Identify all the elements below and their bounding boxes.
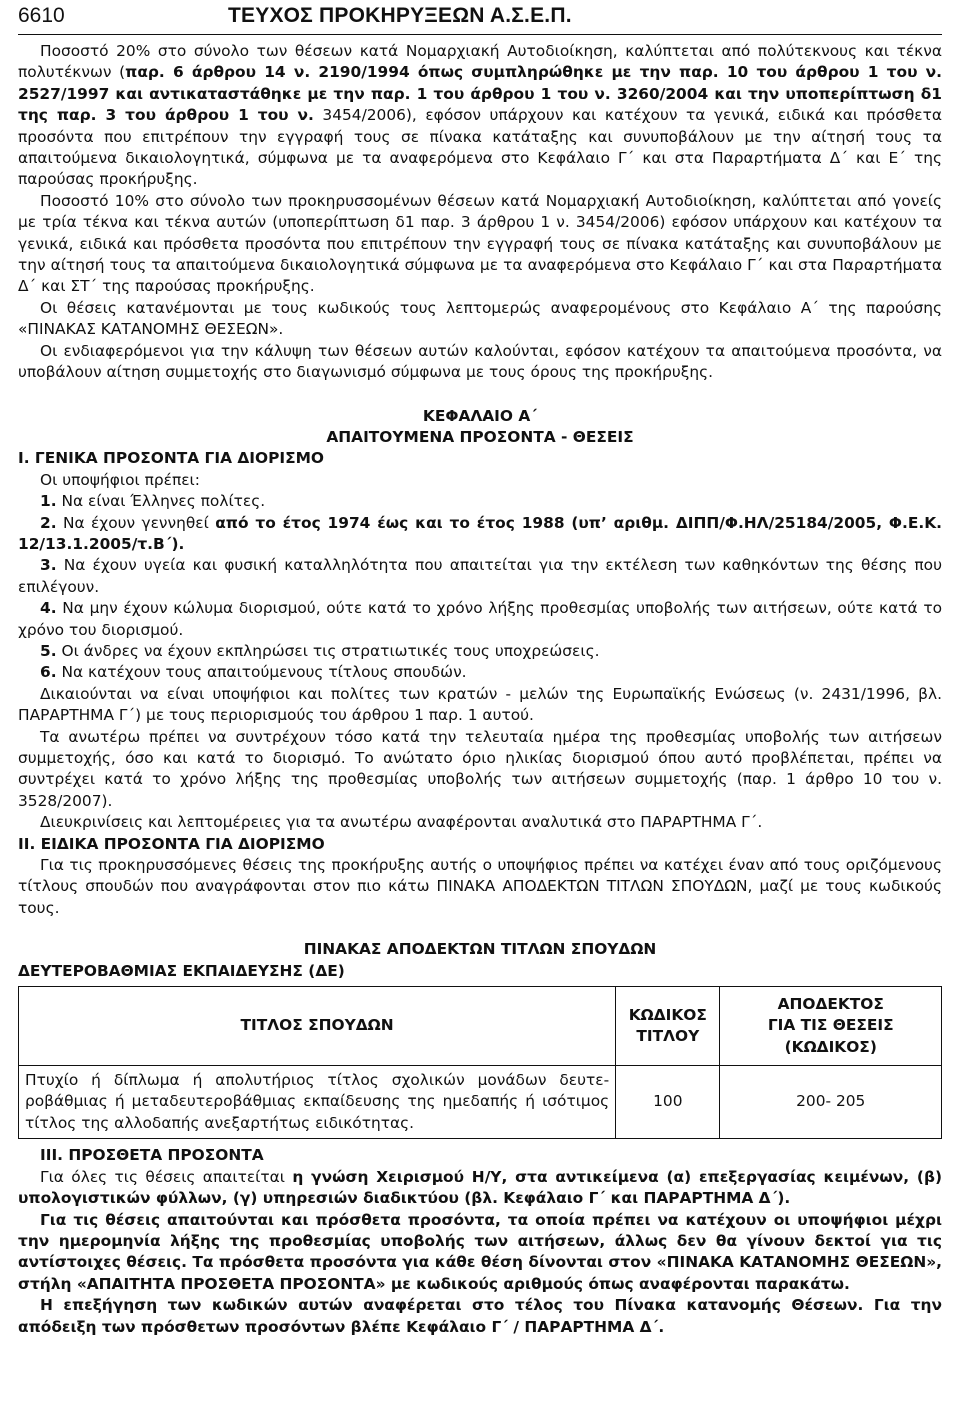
item-bold-text: από το έτος 1974 έως και το έτος 1988 (υπ’ αριθμ. ΔΙΠΠ/Φ.ΗΛ/25184/2005, Φ.Ε.Κ. 12/13.1.2005/τ.Β΄).	[18, 513, 942, 553]
table-header-row	[19, 987, 942, 1066]
item-number: 6.	[40, 663, 57, 682]
item-text: Να κατέχουν τους απαιτούμενους τίτλους σπουδών.	[56, 663, 467, 682]
requirement-item	[18, 598, 942, 641]
cell-accepted-positions: 200- 205	[720, 1066, 942, 1139]
page-number: 6610	[18, 4, 65, 27]
intro-paragraph-invitation: Οι ενδιαφερόμενοι για την κάλυψη των θέσεων αυτών καλούνται, εφόσον κατέχουν τα απαιτούμενα προσόντα, να υποβάλουν αίτηση συμμετοχής στο διαγωνισμό σύμφωνα με τους όρους της προκήρυξης.	[18, 341, 942, 382]
table-title: ΠΙΝΑΚΑΣ ΑΠΟΔΕΚΤΩΝ ΤΙΤΛΩΝ ΣΠΟΥΔΩΝ	[303, 940, 657, 959]
spacer	[18, 919, 942, 939]
table-subtitle: ΔΕΥΤΕΡΟΒΑΘΜΙΑΣ ΕΚΠΑΙΔΕΥΣΗΣ (ΔΕ)	[18, 961, 345, 980]
section3-p1-text: Για όλες τις θέσεις απαιτείται	[40, 1167, 293, 1186]
table-row	[19, 1066, 942, 1139]
column-header-title: ΤΙΤΛΟΣ ΣΠΟΥΔΩΝ	[19, 987, 616, 1066]
eu-citizens-paragraph: Δικαιούνται να είναι υποψήφιοι και πολίτες των κρατών - μελών της Ευρωπαϊκής Ενώσεως (ν. 2431/1996, βλ. ΠΑΡΑΡΤΗΜΑ Γ΄) με τους περιορισμούς του άρθρου 1 παρ. 1 αυτού.	[18, 684, 942, 725]
column-header-code: ΚΩΔΙΚΟΣ ΤΙΤΛΟΥ	[616, 987, 720, 1066]
cell-degree-title: Πτυχίο ή δίπλωμα ή απολυτήριος τίτλος σχολικών μονάδων δευτεροβάθμιας ή μεταδευτεροβάθμιας εκπαίδευσης της ημεδαπής ή ισότιμος τίτλος της αλλοδαπής ανεξαρτήτως ειδικότητας.	[19, 1066, 616, 1139]
item-text: Να έχουν γεννηθεί	[56, 513, 216, 532]
item-number: 2.	[40, 513, 57, 532]
cell-degree-code: 100	[616, 1066, 720, 1139]
column-header-positions: ΑΠΟΔΕΚΤΟΣ ΓΙΑ ΤΙΣ ΘΕΣΕΙΣ (ΚΩΔΙΚΟΣ)	[720, 987, 942, 1066]
item-number: 5.	[40, 641, 57, 660]
chapter-subtitle: ΑΠΑΙΤΟΥΜΕΝΑ ΠΡΟΣΟΝΤΑ - ΘΕΣΕΙΣ	[326, 427, 634, 446]
section3-heading: ΙΙΙ. ΠΡΟΣΘΕΤΑ ΠΡΟΣΟΝΤΑ	[40, 1146, 264, 1165]
intro-p1-legal-ref: παρ. 6 άρθρου 14 ν. 2190/1994 όπως συμπληρώθηκε με την παρ. 10 του άρθρου 1 του ν. 2527/1997 και αντικαταστάθηκε με την παρ. 1 του άρθρου 1 του ν. 3260/2004 και την υποπερίπτωση δ1 της παρ. 3 του άρθρου 1 του ν.	[18, 63, 942, 125]
item-text: Να έχουν υγεία και φυσική καταλληλότητα που απαιτείται για την εκτέλεση των καθηκόντων της θέσης που επιλέγουν.	[18, 556, 942, 596]
section3-codes-explanation: Η επεξήγηση των κωδικών αυτών αναφέρεται στο τέλος του Πίνακα κατανομής Θέσεων. Για την απόδειξη των πρόσθετων προσόντων βλέπε Κεφάλαιο Γ΄ / ΠΑΡΑΡΤΗΜΑ Δ΄.	[18, 1296, 942, 1336]
requirement-item	[18, 513, 942, 556]
header-rule	[18, 34, 942, 35]
section2-text: Για τις προκηρυσσόμενες θέσεις της προκήρυξης αυτής ο υποψήφιος πρέπει να κατέχει έναν από τους οριζόμενους τίτλους σπουδών που αναγράφονται στον πιο κάτω ΠΙΝΑΚΑ ΑΠΟΔΕΚΤΩΝ ΤΙΤΛΩΝ ΣΠΟΥΔΩΝ, μαζί με τους κωδικούς τους.	[18, 856, 942, 917]
requirement-item	[18, 491, 942, 512]
item-text: Να μην έχουν κώλυμα διορισμού, ούτε κατά το χρόνο λήξης προθεσμίας υποβολής των αιτήσεων, ούτε κατά το χρόνο του διορισμού.	[18, 599, 942, 639]
degrees-table	[18, 986, 942, 1139]
section3-computer-skills	[18, 1167, 942, 1210]
section1-lead: Οι υποψήφιοι πρέπει:	[40, 470, 200, 489]
item-number: 1.	[40, 492, 57, 511]
journal-title: ΤΕΥΧΟΣ ΠΡΟΚΗΡΥΞΕΩΝ Α.Σ.Ε.Π.	[228, 4, 572, 27]
section3-additional-qualifications: Για τις θέσεις απαιτούνται και πρόσθετα προσόντα, τα οποία πρέπει να κατέχουν οι υποψήφιοι μέχρι την ημερομηνία λήξης της προθεσμίας υποβολής των αιτήσεων, άλλως δεν θα γίνουν δεκτοί για τις αντίστοιχες θέσεις. Τα πρόσθετα προσόντα για κάθε θέση δίνονται στον «ΠΙΝΑΚΑ ΚΑΤΑΝΟΜΗΣ ΘΕΣΕΩΝ», στήλη «ΑΠΑΙΤΗΤΑ ΠΡΟΣΘΕΤΑ ΠΡΟΣΟΝΤΑ» με κωδικούς αριθμούς όπως αναφέρονται παρακάτω.	[18, 1210, 942, 1293]
item-number: 3.	[40, 556, 57, 575]
intro-paragraph-quota-three-children: Ποσοστό 10% στο σύνολο των προκηρυσσομένων θέσεων κατά Νομαρχιακή Αυτοδιοίκηση, καλύπτεται από γονείς με τρία τέκνα και τέκνα αυτών (υποπερίπτωση δ1 παρ. 3 άρθρου 1 ν. 3454/2006) εφόσον υπάρχουν και κατέχουν τα γενικά, ειδικά και πρόσθετα προσόντα που επιτρέπουν την εγγραφή τους σε πίνακα κατάταξης και συνυποβάλουν με την αίτησή τους τα απαιτούμενα δικαιολογητικά σύμφωνα με τα αναφερόμενα στο Κεφάλαιο Γ΄ και στα Παραρτήματα Δ΄ και ΣΤ΄ της παρούσας προκήρυξης.	[18, 191, 942, 296]
item-text: Οι άνδρες να έχουν εκπληρώσει τις στρατιωτικές τους υποχρεώσεις.	[56, 641, 600, 660]
section1-heading: Ι. ΓΕΝΙΚΑ ΠΡΟΣΟΝΤΑ ΓΙΑ ΔΙΟΡΙΣΜΟ	[18, 449, 324, 468]
intro-paragraph-quota-large-families	[18, 41, 942, 191]
chapter-title: ΚΕΦΑΛΑΙΟ Α΄	[422, 406, 538, 425]
section2-heading: ΙΙ. ΕΙΔΙΚΑ ΠΡΟΣΟΝΤΑ ΓΙΑ ΔΙΟΡΙΣΜΟ	[18, 834, 325, 853]
age-limit-paragraph: Τα ανωτέρω πρέπει να συντρέχουν τόσο κατά την τελευταία ημέρα της προθεσμίας υποβολής των αιτήσεων συμμετοχής, όσο και κατά το διορισμό. Το ανώτατο όριο ηλικίας διορισμού όπου αυτό προβλέπεται, πρέπει να συντρέχει κατά το χρόνο λήξης της προθεσμίας υποβολής των αιτήσεων συμμετοχής (παρ. 1 άρθρο 10 του ν. 3528/2007).	[18, 727, 942, 810]
intro-p1-text-a: Ποσοστό 20% στο σύνολο των θέσεων κατά Νομαρχιακή Αυτοδιοίκηση, καλύπτεται από πολύτεκνους και τέκνα πολυτέκνων (	[18, 42, 942, 82]
requirement-item	[18, 641, 942, 662]
item-number: 4.	[40, 599, 57, 618]
clarifications-paragraph: Διευκρινίσεις και λεπτομέρειες για τα ανωτέρω αναφέρονται αναλυτικά στο ΠΑΡΑΡΤΗΜΑ Γ΄.	[40, 813, 763, 832]
section3-p1-bold: η γνώση Χειρισμού Η/Υ, στα αντικείμενα (α) επεξεργασίας κειμένων, (β) υπολογιστικών φύλλων, (γ) υπηρεσιών διαδικτύου (βλ. Κεφάλαιο Γ΄ και ΠΑΡΑΡΤΗΜΑ Δ΄).	[18, 1167, 943, 1208]
requirement-item	[18, 555, 942, 598]
spacer	[18, 384, 942, 406]
item-text: Να είναι Έλληνες πολίτες.	[56, 492, 266, 511]
intro-paragraph-distribution: Οι θέσεις κατανέμονται με τους κωδικούς τους λεπτομερώς αναφερομένους στο Κεφάλαιο Α΄ της παρούσης «ΠΙΝΑΚΑΣ ΚΑΤΑΝΟΜΗΣ ΘΕΣΕΩΝ».	[18, 298, 942, 339]
intro-p1-text-c: 3454/2006), εφόσον υπάρχουν και κατέχουν τα γενικά, ειδικά και πρόσθετα προσόντα που επιτρέπουν την εγγραφή τους σε πίνακα κατάταξης και συνυποβάλουν με την αίτησή τους τα απαιτούμενα δικαιολογητικά, σύμφωνα με τα αναφερόμενα στο Κεφάλαιο Γ΄ και στα Παραρτήματα Δ΄ και Ε΄ της παρούσας προκήρυξης.	[18, 106, 942, 189]
requirement-item	[18, 662, 942, 683]
document-page	[18, 0, 942, 1338]
page-header	[18, 2, 942, 32]
